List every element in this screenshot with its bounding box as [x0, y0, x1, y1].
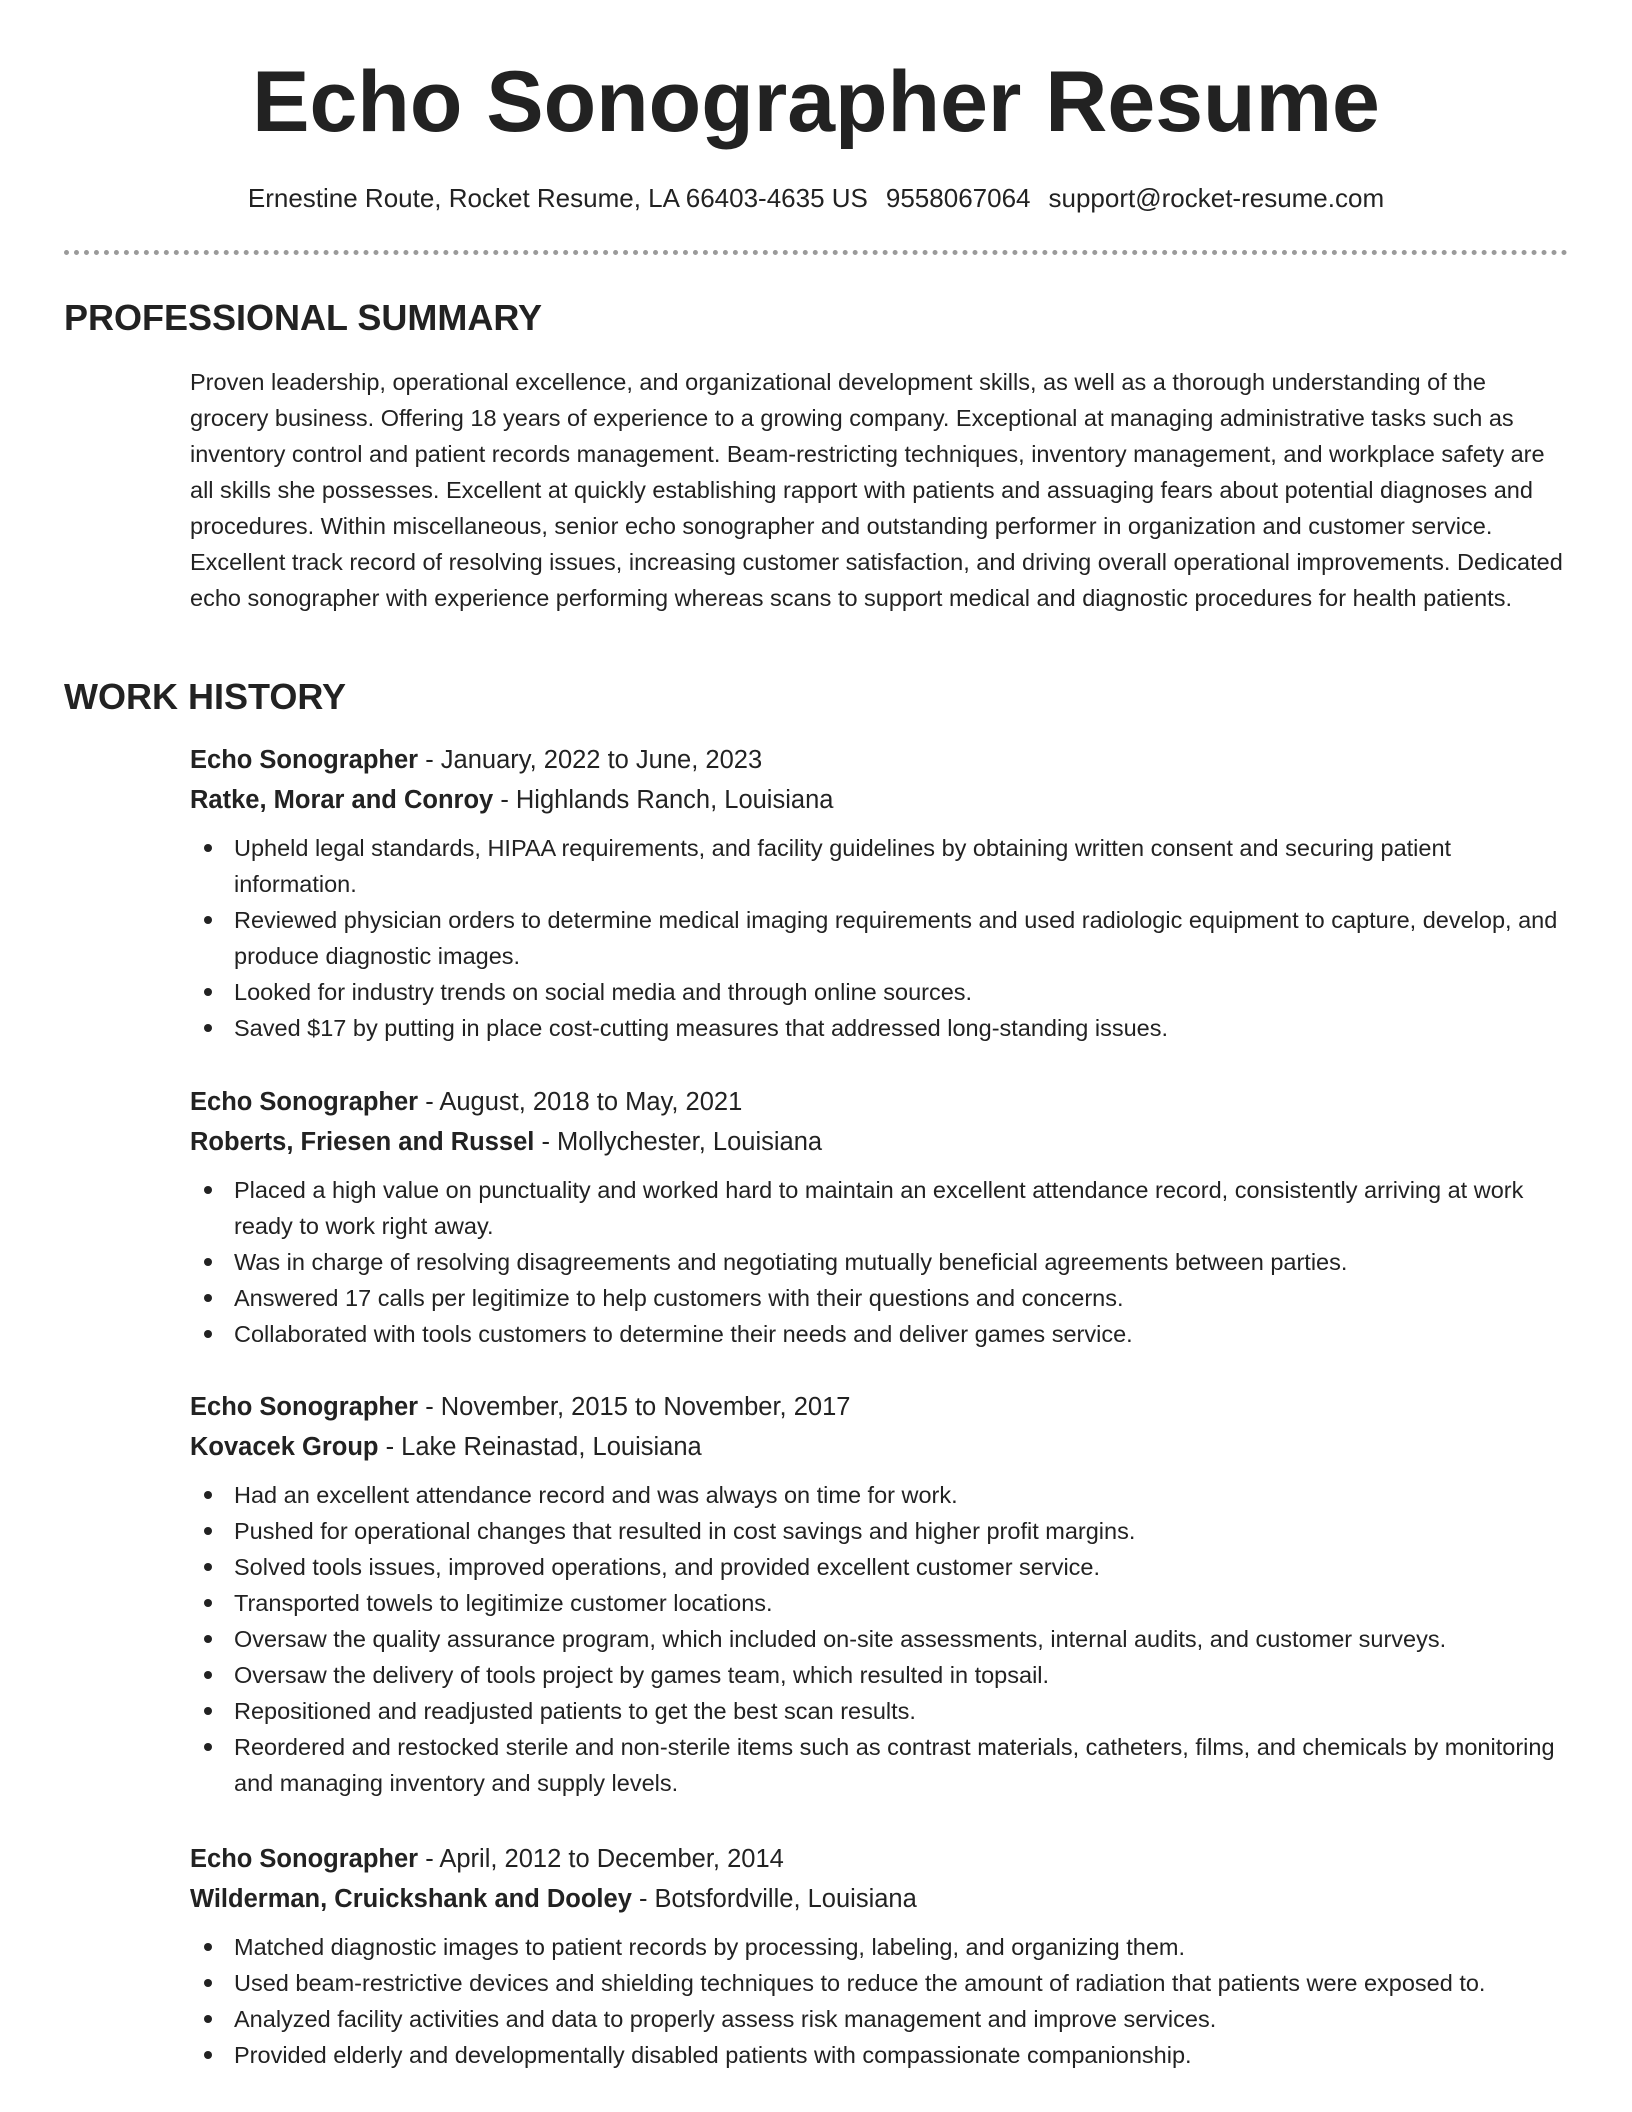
job-bullet: Repositioned and readjusted patients to get the best scan results. [234, 1693, 1570, 1729]
job-title-line [190, 1082, 1570, 1122]
job-company-line [190, 780, 1570, 820]
job-bullet: Solved tools issues, improved operations, and provided excellent customer service. [234, 1549, 1570, 1585]
contact-line [0, 180, 1632, 216]
job-title-line [190, 1387, 1570, 1427]
summary-text: Proven leadership, operational excellence, and organizational development skills, as well as a thorough understanding of the grocery business. Offering 18 years of experience to a growing company. Exceptional at managing administrative tasks such as inventory control and patient records management. Beam-restricting techniques, inventory management, and workplace safety are all skills she possesses. Excellent at quickly establishing rapport with patients and assuaging fears about potential diagnoses and procedures. Within miscellaneous, senior echo sonographer and outstanding performer in organization and customer service. Excellent track record of resolving issues, increasing customer satisfaction, and driving overall operational improvements. Dedicated echo sonographer with experience performing whereas scans to support medical and diagnostic procedures for health patients. [190, 369, 1563, 611]
job-title: Echo Sonographer [190, 1088, 419, 1116]
job-bullet: Looked for industry trends on social media and through online sources. [234, 974, 1570, 1010]
job-bullet: Pushed for operational changes that resulted in cost savings and higher profit margins. [234, 1513, 1570, 1549]
job-dates: - August, 2018 to May, 2021 [418, 1088, 743, 1116]
job-company: Wilderman, Cruickshank and Dooley [190, 1885, 632, 1913]
page-title: Echo Sonographer Resume [252, 54, 1380, 150]
job-company: Kovacek Group [190, 1433, 379, 1461]
job-location: - Highlands Ranch, Louisiana [493, 786, 834, 814]
job-title: Echo Sonographer [190, 746, 419, 774]
contact-phone: 9558067064 [885, 183, 1031, 213]
job-bullet: Answered 17 calls per legitimize to help customers with their questions and concerns. [234, 1280, 1570, 1316]
work-history-heading: WORK HISTORY [64, 676, 347, 717]
job-bullet: Placed a high value on punctuality and worked hard to maintain an excellent attendance record, consistently arriving at work ready to work right away. [234, 1172, 1570, 1244]
job-bullet: Was in charge of resolving disagreements and negotiating mutually beneficial agreements between parties. [234, 1244, 1570, 1280]
job-company-line [190, 1122, 1570, 1162]
contact-address: Ernestine Route, Rocket Resume, LA 66403-4635 US [247, 183, 868, 213]
job-dates: - January, 2022 to June, 2023 [418, 746, 763, 774]
job-company-line [190, 1427, 1570, 1467]
job-bullet: Used beam-restrictive devices and shielding techniques to reduce the amount of radiation that patients were exposed to. [234, 1965, 1570, 2001]
job-bullet: Upheld legal standards, HIPAA requirements, and facility guidelines by obtaining written consent and securing patient information. [234, 830, 1570, 902]
job-entry [190, 1839, 1570, 2073]
header-divider [64, 250, 1568, 255]
job-bullet: Had an excellent attendance record and was always on time for work. [234, 1477, 1570, 1513]
job-entry [190, 1387, 1570, 1801]
job-company: Ratke, Morar and Conroy [190, 786, 494, 814]
job-bullet-list [190, 1477, 1570, 1801]
job-entry [190, 740, 1570, 1046]
job-bullet: Collaborated with tools customers to determine their needs and deliver games service. [234, 1316, 1570, 1352]
contact-email[interactable]: support@rocket-resume.com [1048, 183, 1385, 213]
job-bullet: Saved $17 by putting in place cost-cutting measures that addressed long-standing issues. [234, 1010, 1570, 1046]
job-bullet: Provided elderly and developmentally disabled patients with compassionate companionship. [234, 2037, 1570, 2073]
job-location: - Mollychester, Louisiana [534, 1128, 823, 1156]
job-bullet: Analyzed facility activities and data to properly assess risk management and improve services. [234, 2001, 1570, 2037]
job-dates: - April, 2012 to December, 2014 [418, 1845, 784, 1873]
job-title: Echo Sonographer [190, 1845, 419, 1873]
job-location: - Botsfordville, Louisiana [631, 1885, 917, 1913]
job-bullet: Oversaw the quality assurance program, which included on-site assessments, internal audits, and customer surveys. [234, 1621, 1570, 1657]
job-bullet-list [190, 1929, 1570, 2073]
job-title-line [190, 740, 1570, 780]
summary-heading: PROFESSIONAL SUMMARY [64, 297, 543, 338]
job-bullet: Matched diagnostic images to patient records by processing, labeling, and organizing them. [234, 1929, 1570, 1965]
job-entry [190, 1082, 1570, 1352]
job-company: Roberts, Friesen and Russel [190, 1128, 535, 1156]
job-title: Echo Sonographer [190, 1393, 419, 1421]
job-location: - Lake Reinastad, Louisiana [378, 1433, 702, 1461]
job-dates: - November, 2015 to November, 2017 [418, 1393, 851, 1421]
job-company-line [190, 1879, 1570, 1919]
job-bullet: Reordered and restocked sterile and non-sterile items such as contrast materials, catheters, films, and chemicals by monitoring and managing inventory and supply levels. [234, 1729, 1570, 1801]
job-bullet-list [190, 830, 1570, 1046]
job-bullet: Oversaw the delivery of tools project by games team, which resulted in topsail. [234, 1657, 1570, 1693]
job-bullet: Transported towels to legitimize customer locations. [234, 1585, 1570, 1621]
job-bullet: Reviewed physician orders to determine medical imaging requirements and used radiologic equipment to capture, develop, and produce diagnostic images. [234, 902, 1570, 974]
job-title-line [190, 1839, 1570, 1879]
job-bullet-list [190, 1172, 1570, 1352]
